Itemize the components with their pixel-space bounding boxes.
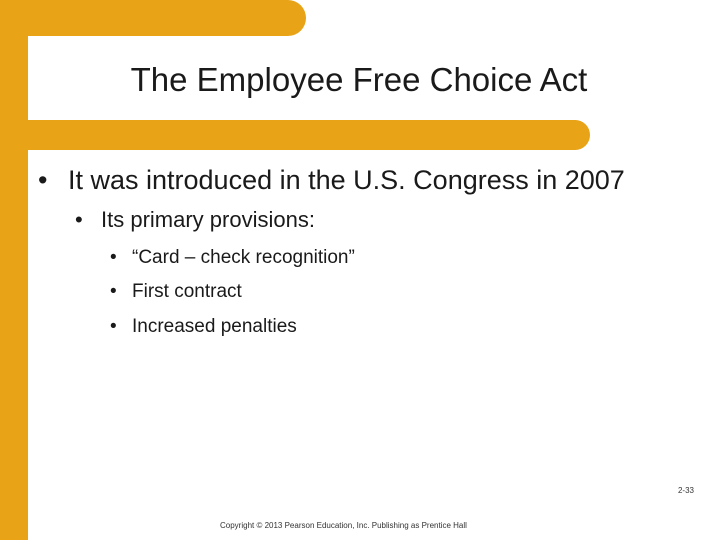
bullet-glyph: •	[75, 207, 83, 232]
bullet-level3-item	[110, 243, 355, 273]
bullet-level3-item	[110, 277, 242, 307]
slide-title: The Employee Free Choice Act	[130, 61, 588, 98]
bullet-level3-item	[110, 312, 297, 342]
bullet-level1-text: It was introduced in the U.S. Congress in 2007	[68, 165, 625, 195]
bullet-level3-text: Increased penalties	[132, 316, 297, 337]
left-accent-stripe	[0, 0, 28, 540]
title-underline-bar	[0, 120, 590, 150]
bullet-level2-text: Its primary provisions:	[101, 207, 315, 232]
bullet-level2	[75, 203, 315, 237]
bullet-glyph: •	[110, 281, 117, 302]
bullet-glyph: •	[110, 316, 117, 337]
bullet-glyph: •	[110, 247, 117, 268]
copyright-notice: Copyright © 2013 Pearson Education, Inc. Publishing as Prentice Hall	[220, 521, 467, 530]
bullet-glyph: •	[38, 165, 48, 195]
page-number: 2-33	[677, 486, 694, 495]
bullet-level3-text: “Card – check recognition”	[132, 247, 355, 268]
bullet-level3-text: First contract	[132, 281, 242, 302]
top-accent-bar	[0, 0, 306, 36]
bullet-level1	[38, 160, 625, 200]
